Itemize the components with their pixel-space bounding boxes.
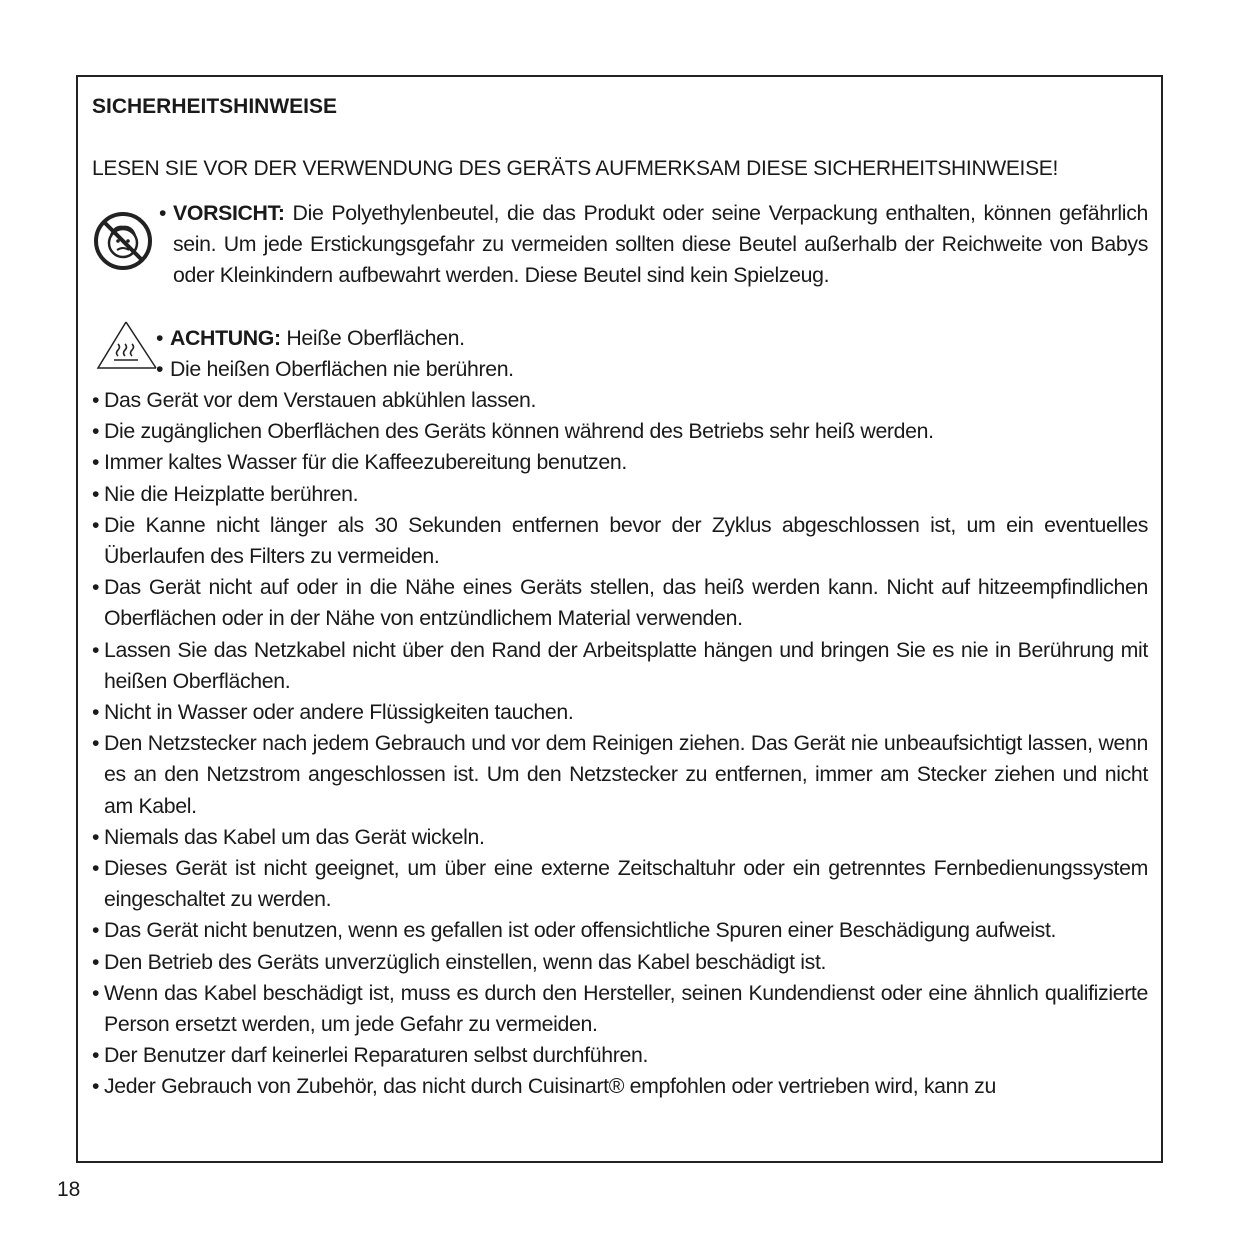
list-item: • Die zugänglichen Oberflächen des Geräts können während des Betriebs sehr heiß werden. xyxy=(92,416,1148,447)
list-item: • Niemals das Kabel um das Gerät wickeln. xyxy=(92,822,1148,853)
section-heading: SICHERHEITSHINWEISE xyxy=(92,95,338,118)
list-item: • Nie die Heizplatte berühren. xyxy=(92,479,1148,510)
list-item: • Das Gerät nicht auf oder in die Nähe eines Geräts stellen, das heiß werden kann. Nicht auf hitzeempfindlichen Oberflächen oder in der Nähe von entzündlichem Material verwenden. xyxy=(92,572,1148,634)
caution-text: Die Polyethylenbeutel, die das Produkt oder seine Verpackung enthalten, können gefährlich sein. Um jede Erstickungsgefahr zu vermeiden sollten diese Beutel außerhalb der Reichweite von Babys oder Kleinkindern aufbewahrt werden. Diese Beutel sind kein Spielzeug. xyxy=(173,201,1148,288)
list-item: • Lassen Sie das Netzkabel nicht über den Rand der Arbeitsplatte hängen und bringen Sie es nie in Berührung mit heißen Oberflächen. xyxy=(92,635,1148,697)
intro-text: LESEN SIE VOR DER VERWENDUNG DES GERÄTS AUFMERKSAM DIESE SICHERHEITSHINWEISE! xyxy=(92,157,1059,180)
caution-paragraph xyxy=(173,198,1148,292)
list-item: • Wenn das Kabel beschädigt ist, muss es durch den Hersteller, seinen Kundendienst oder eine ähnlich qualifizierte Person ersetzt werden, um jede Gefahr zu vermeiden. xyxy=(92,978,1148,1040)
caution-label: VORSICHT: xyxy=(173,201,285,225)
caution-bullet: • xyxy=(159,201,167,225)
warning-line2: Die heißen Oberflächen nie berühren. xyxy=(170,357,514,381)
list-item: • Nicht in Wasser oder andere Flüssigkeiten tauchen. xyxy=(92,697,1148,728)
list-item: • Den Netzstecker nach jedem Gebrauch und vor dem Reinigen ziehen. Das Gerät nie unbeaufsichtigt lassen, wenn es an den Netzstrom angeschlossen ist. Um den Netzstecker zu entfernen, immer am Stecker ziehen und nicht am Kabel. xyxy=(92,728,1148,822)
list-item: • Die Kanne nicht länger als 30 Sekunden entfernen bevor der Zyklus abgeschlossen ist, um ein eventuelles Überlaufen des Filters zu vermeiden. xyxy=(92,510,1148,572)
warning-text: Heiße Oberflächen. xyxy=(286,326,465,350)
list-item: • Der Benutzer darf keinerlei Reparaturen selbst durchführen. xyxy=(92,1040,1148,1071)
list-item: • Immer kaltes Wasser für die Kaffeezubereitung benutzen. xyxy=(92,447,1148,478)
child-suffocation-warning-icon xyxy=(92,210,154,272)
warning-bullet: • xyxy=(156,326,164,350)
page-number: 18 xyxy=(57,1178,81,1201)
list-item: • Dieses Gerät ist nicht geeignet, um über eine externe Zeitschaltuhr oder ein getrenntes Fernbedienungssystem eingeschaltet zu werden. xyxy=(92,853,1148,915)
list-item: • Den Betrieb des Geräts unverzüglich einstellen, wenn das Kabel beschädigt ist. xyxy=(92,947,1148,978)
list-item: • Das Gerät vor dem Verstauen abkühlen lassen. xyxy=(92,385,1148,416)
warning-label: ACHTUNG: xyxy=(170,326,281,350)
list-item: • Jeder Gebrauch von Zubehör, das nicht durch Cuisinart® empfohlen oder vertrieben wird, kann zu xyxy=(92,1071,1148,1102)
safety-list xyxy=(92,385,1148,1103)
warning-line2-bullet: • xyxy=(156,357,164,381)
list-item: • Das Gerät nicht benutzen, wenn es gefallen ist oder offensichtliche Spuren einer Beschädigung aufweist. xyxy=(92,915,1148,946)
warning-paragraph xyxy=(170,323,770,354)
